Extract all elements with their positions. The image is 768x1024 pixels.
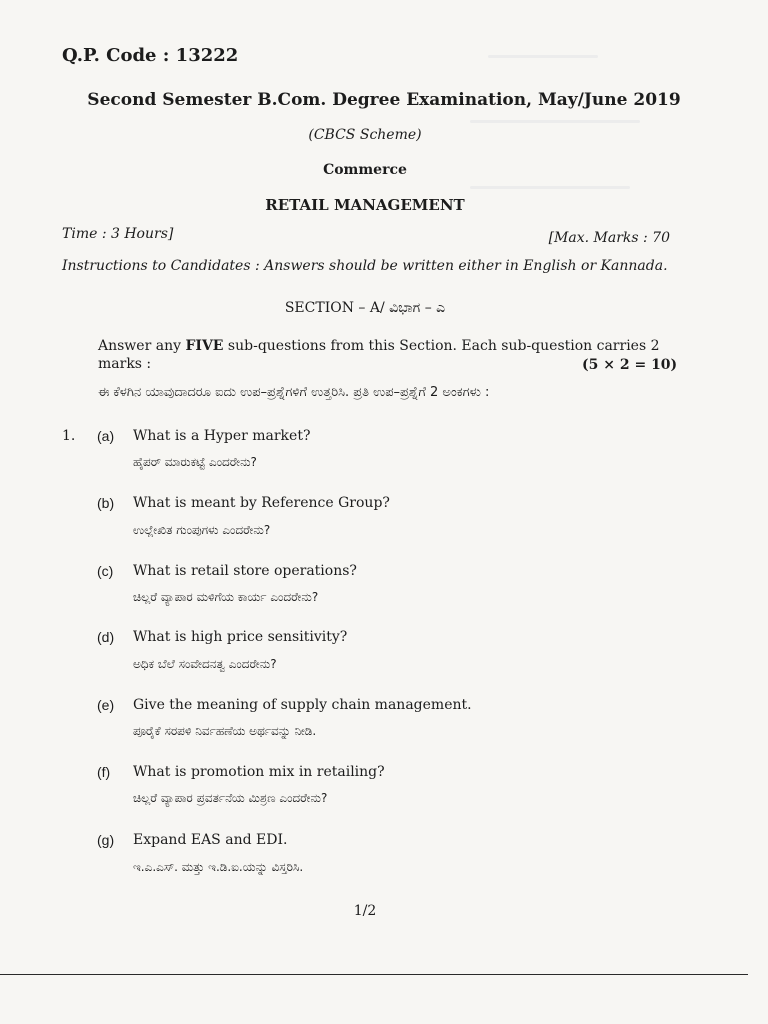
exam-title: Second Semester B.Com. Degree Examination, May/June 2019 bbox=[87, 90, 681, 110]
sub-question-text-kannada: ಚಿಲ್ಲರೆ ವ್ಯಾಪಾರ ಪ್ರವರ್ತನೆಯ ಮಿಶ್ರಣ ಎಂದರೇನು? bbox=[133, 791, 328, 805]
section-instruction-count: FIVE bbox=[185, 338, 224, 354]
sub-question-text-kannada: ಹೈಪರ್ ಮಾರುಕಟ್ಟೆ ಎಂದರೇನು? bbox=[133, 455, 257, 469]
max-marks: [Max. Marks : 70 bbox=[548, 230, 670, 246]
section-instruction-post: sub-questions from this Section. Each sub-question carries 2 marks : bbox=[98, 338, 660, 372]
sub-question-letter: (e) bbox=[97, 697, 115, 713]
sub-question-letter: (d) bbox=[97, 629, 115, 645]
sub-question-text-kannada: ಉಲ್ಲೇಖಿತ ಗುಂಪುಗಳು ಎಂದರೇನು? bbox=[133, 523, 271, 537]
page-edge-line bbox=[0, 974, 748, 975]
show-through-mark bbox=[470, 120, 640, 123]
section-instruction-kannada: ಈ ಕೆಳಗಿನ ಯಾವುದಾದರೂ ಐದು ಉಪ–ಪ್ರಶ್ನೆಗಳಿಗೆ ಉತ್ತರಿಸಿ. ಪ್ರತಿ ಉಪ–ಪ್ರಶ್ನೆಗೆ 2 ಅಂಕಗಳು : bbox=[98, 385, 490, 400]
sub-question-text: What is a Hyper market? bbox=[133, 428, 311, 444]
sub-question-text-kannada: ಪೂರೈಕೆ ಸರಪಳಿ ನಿರ್ವಹಣೆಯ ಅರ್ಥವನ್ನು ನೀಡಿ. bbox=[133, 724, 317, 738]
sub-question-letter: (f) bbox=[97, 764, 111, 780]
sub-question-text: What is promotion mix in retailing? bbox=[133, 764, 385, 780]
question-number: 1. bbox=[62, 428, 76, 444]
sub-question-letter: (g) bbox=[97, 832, 115, 848]
page-number: 1/2 bbox=[353, 903, 377, 919]
sub-question-text: What is high price sensitivity? bbox=[133, 629, 348, 645]
time-allowed: Time : 3 Hours] bbox=[62, 226, 174, 242]
section-marks: (5 × 2 = 10) bbox=[582, 357, 678, 373]
show-through-mark bbox=[470, 186, 630, 189]
paper-title: RETAIL MANAGEMENT bbox=[265, 196, 465, 214]
sub-question-letter: (b) bbox=[97, 495, 115, 511]
sub-question-letter: (a) bbox=[97, 428, 115, 444]
sub-question-text: What is meant by Reference Group? bbox=[133, 495, 390, 511]
qp-code: Q.P. Code : 13222 bbox=[62, 45, 239, 66]
show-through-mark bbox=[488, 55, 598, 58]
sub-question-text-kannada: ಚಿಲ್ಲರೆ ವ್ಯಾಪಾರ ಮಳಿಗೆಯ ಕಾರ್ಯ ಎಂದರೇನು? bbox=[133, 590, 319, 604]
sub-question-text: Give the meaning of supply chain management. bbox=[133, 697, 472, 713]
sub-question-text: What is retail store operations? bbox=[133, 563, 357, 579]
scheme-label: (CBCS Scheme) bbox=[308, 127, 422, 143]
subject-label: Commerce bbox=[323, 162, 407, 178]
sub-question-text-kannada: ಅಧಿಕ ಬೆಲೆ ಸಂವೇದನತ್ವ ಎಂದರೇನು? bbox=[133, 657, 277, 671]
section-heading: SECTION – A/ ವಿಭಾಗ – ಎ bbox=[284, 300, 446, 316]
sub-question-letter: (c) bbox=[97, 563, 114, 579]
sub-question-text: Expand EAS and EDI. bbox=[133, 832, 288, 848]
section-instruction-pre: Answer any bbox=[98, 338, 186, 354]
candidate-instructions: Instructions to Candidates : Answers should be written either in English or Kannada. bbox=[62, 258, 668, 274]
sub-question-text-kannada: ಇ.ಎ.ಎಸ್. ಮತ್ತು ಇ.ಡಿ.ಐ.ಯನ್ನು ವಿಸ್ತರಿಸಿ. bbox=[133, 860, 304, 874]
